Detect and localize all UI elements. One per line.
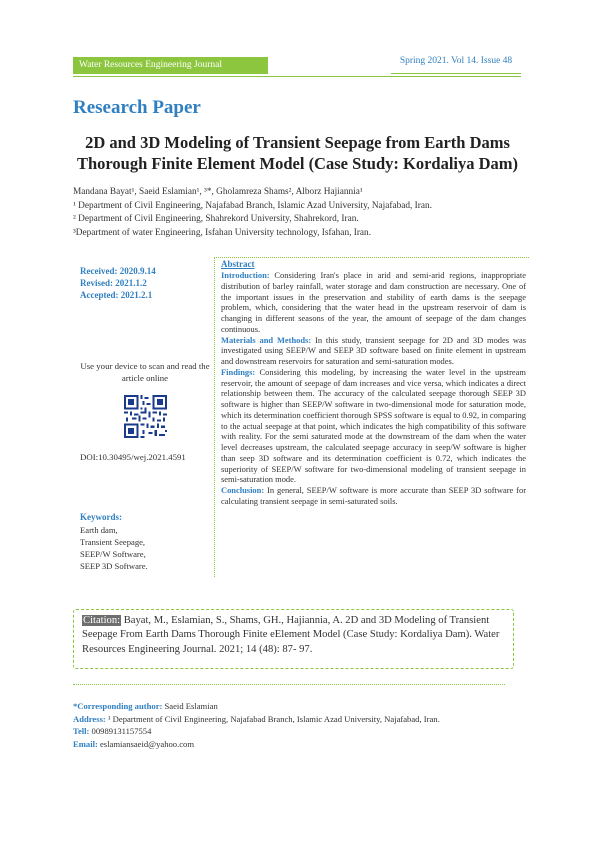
methods-label: Materials and Methods: — [221, 334, 312, 345]
conclusion-text: In general, SEEP/W software is more accurate than SEEP 3D software for calculating transient seepage in semi-saturated soils. — [221, 485, 526, 506]
paper-title — [60, 132, 535, 174]
abstract-conclusion — [221, 485, 526, 507]
article-type: Research Paper — [73, 97, 201, 118]
scan-instruction: Use your device to scan and read the article online — [80, 361, 210, 383]
correspondence-block — [73, 700, 533, 750]
methods-text: In this study, transient seepage for 2D and 3D modes was investigated using SEEP/W and SEEP 3D software based on finite element in upstream and downstream reservoirs for saturation and semi-saturation modes. — [221, 334, 526, 366]
affiliation-3: ³Department of water Engineering, Isfahan University technology, Isfahan, Iran. — [73, 227, 372, 238]
authors-block — [73, 186, 533, 240]
abstract-heading: Abstract — [221, 259, 255, 269]
article-dates — [80, 265, 210, 301]
title-line-2: Thorough Finite Element Model (Case Study: Kordaliya Dam) — [76, 154, 519, 173]
keywords-list — [80, 524, 210, 572]
conclusion-label: Conclusion: — [221, 485, 265, 495]
email-address[interactable]: eslamiansaeid@yahoo.com — [97, 738, 195, 749]
keyword-item: SEEP/W Software, — [80, 549, 146, 559]
dotted-divider — [73, 684, 505, 685]
keyword-item: Transient Seepage, — [80, 537, 146, 547]
abstract-findings — [221, 367, 526, 485]
introduction-label: Introduction: — [221, 270, 270, 280]
title-line-1: 2D and 3D Modeling of Transient Seepage from Earth Dams — [85, 133, 510, 152]
journal-name-banner: Water Resources Engineering Journal — [73, 57, 268, 74]
header-divider — [73, 76, 521, 77]
doi[interactable]: DOI:10.30495/wej.2021.4591 — [80, 452, 186, 462]
address — [73, 713, 533, 726]
email — [73, 738, 533, 751]
author-list: Mandana Bayat¹, Saeid Eslamian¹, ³*, Gholamreza Shams², Alborz Hajiannia¹ — [73, 187, 363, 197]
corresponding-author-label: *Corresponding author: — [73, 701, 163, 711]
citation — [82, 614, 506, 657]
issue-info: Spring 2021. Vol 14. Issue 48 — [391, 55, 521, 74]
corresponding-author-name: Saeid Eslamian — [162, 701, 218, 711]
findings-text: Considering this modeling, by increasing the water level in the upstream reservoir, the amount of seepage of dam increases and vice versa, which indicates a direct relationship between them. The accuracy of the calculated seepage thorough SEEP 3D software is higher than SEEP/W software in two-dimensional mode for saturation mode, which its determination coefficient thorough SPSS software is equal to 0.92, in comparing to the actual seepage at that point, which indicates the high compatibility of this software with reality. For the semi saturated mode at the downstream of the dam when the water level decreases upstream, the calculated seepage accuracy in seep/W software is higher than seep 3D software and its determination coefficient is 0.72, which indicates the superiority of SEEP/W software for two-dimensional modeling of transient seepage in semi-saturation mode. — [221, 366, 526, 485]
findings-label: Findings: — [221, 366, 256, 377]
abstract-methods — [221, 335, 526, 367]
introduction-text: Considering Iran's place in arid and semi-arid regions, inappropriate distribution of barley rainfall, water storage and dam construction are necessary. One of the important issues in the preservation and stability of earth dams is the seepage problem, which, considering that the water head in the upstream reservoir of dam is changing in different seasons of the year, the amount of seepage of the dam changes continuous. — [221, 270, 526, 334]
tell-label: Tell: — [73, 726, 90, 736]
tell-number: 00989131157554 — [89, 726, 152, 736]
address-label: Address: — [73, 713, 106, 724]
keyword-item: Earth dam, — [80, 525, 118, 535]
qr-code-icon[interactable] — [124, 395, 167, 438]
accepted-date: Accepted: 2021.2.1 — [80, 290, 153, 300]
abstract-body — [221, 270, 526, 507]
affiliation-1: ¹ Department of Civil Engineering, Najafabad Branch, Islamic Azad University, Najafabad, Iran. — [73, 200, 432, 211]
abstract-introduction — [221, 270, 526, 335]
revised-date: Revised: 2021.1.2 — [80, 278, 147, 288]
affiliation-2: ² Department of Civil Engineering, Shahrekord University, Shahrekord, Iran. — [73, 214, 359, 224]
citation-text: Bayat, M., Eslamian, S., Shams, GH., Hajiannia, A. 2D and 3D Modeling of Transient Seepage From Earth Dams Thorough Finite eElement Model (Case Study: Kordaliya Dam). Water Resources Engineering Journal. 2021; 14 (48): 87- 97. — [82, 615, 500, 655]
citation-label: Citation: — [83, 615, 121, 626]
keyword-item: SEEP 3D Software. — [80, 561, 148, 571]
keywords-heading: Keywords: — [80, 512, 122, 522]
received-date: Received: 2020.9.14 — [80, 266, 156, 276]
corresponding-author — [73, 700, 533, 713]
telephone — [73, 725, 533, 738]
email-label: Email: — [73, 738, 98, 749]
address-text: ¹ Department of Civil Engineering, Najafabad Branch, Islamic Azad University, Najafabad, Iran. — [105, 713, 440, 724]
